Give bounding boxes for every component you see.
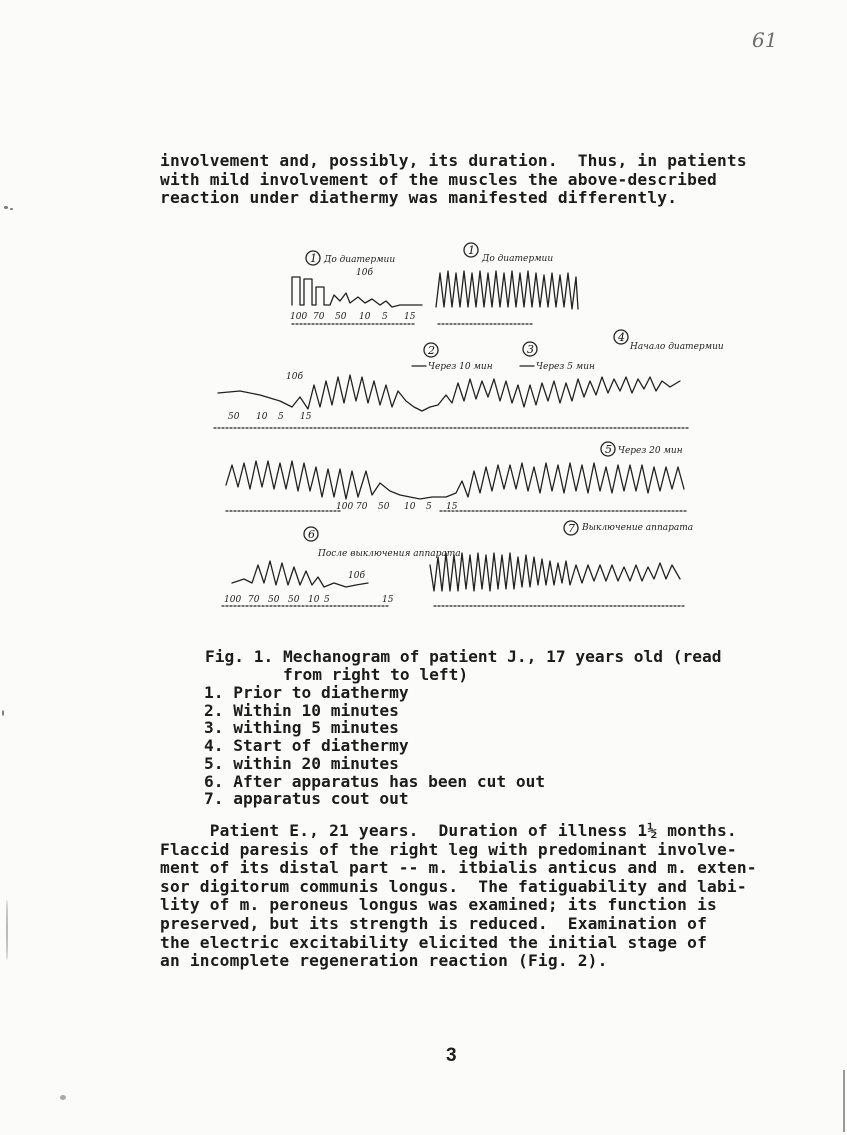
- scan-speck: [4, 206, 8, 209]
- legend-item: 3. withing 5 minutes: [204, 718, 399, 738]
- panel-label-7: Выключение аппарата: [582, 523, 694, 533]
- scale-r4-3: 50: [288, 595, 300, 605]
- freq-label-row2: 10б: [286, 372, 303, 382]
- legend-item: 2. Within 10 minutes: [204, 700, 399, 720]
- body-paragraph: Patient E., 21 years. Duration of illness 1½ months. Flaccid paresis of the right leg with predominant involve- ment of its distal part -- m. itbialis anticus and m. exten- sor digitorum communis longus. The fatiguability and labi- lity of m. peroneus longus was examined; its function is preserved, but its strength is reduced. Examination of the electric excitability elicited the initial stage of an incomplete regeneration reaction (Fig. 2).: [160, 821, 757, 971]
- scale-r4-0: 100: [224, 595, 242, 605]
- panel-label-1b: До диатермии: [482, 254, 554, 264]
- scan-speck: [6, 900, 8, 960]
- scale-r1-3: 10: [359, 312, 371, 322]
- scan-speck: [2, 710, 4, 716]
- scale-r3-5: 15: [446, 502, 458, 512]
- scale-r4-4: 10: [308, 595, 320, 605]
- scale-r1-5: 15: [404, 312, 416, 322]
- panel-num-2: 2: [428, 344, 435, 357]
- freq-label-row1: 10б: [356, 268, 373, 278]
- trace-1b: [436, 271, 578, 309]
- scale-r1-2: 50: [335, 312, 347, 322]
- panel-num-1b: 1: [468, 244, 475, 257]
- page-number: 3: [446, 1045, 457, 1066]
- trace-4b: [430, 553, 680, 591]
- scale-r4-1: 70: [248, 595, 260, 605]
- mechanogram-svg: [200, 235, 724, 620]
- panel-num-7: 7: [568, 522, 575, 535]
- scale-r3-4: 5: [426, 502, 432, 512]
- legend-item: 6. After apparatus has been cut out: [204, 771, 546, 791]
- panel-label-5: Через 20 мин: [618, 446, 683, 456]
- panel-num-5: 5: [605, 443, 612, 456]
- panel-label-6: После выключения аппарата: [318, 549, 461, 559]
- panel-num-6: 6: [308, 528, 315, 541]
- figure-legend: [204, 684, 545, 808]
- trace-3: [226, 461, 684, 499]
- panel-num-1a: 1: [310, 252, 317, 265]
- legend-item: 7. apparatus cout out: [204, 789, 409, 809]
- scale-r1-1: 70: [313, 312, 325, 322]
- scan-edge: [843, 1070, 845, 1132]
- scale-r1-4: 5: [382, 312, 388, 322]
- legend-item: 1. Prior to diathermy: [204, 683, 409, 702]
- scale-r1-0: 100: [290, 312, 308, 322]
- figure-caption: Fig. 1. Mechanogram of patient J., 17 years old (read from right to left): [205, 647, 722, 684]
- trace-1a: [292, 277, 422, 307]
- scale-r3-2: 50: [378, 502, 390, 512]
- scale-r3-3: 10: [404, 502, 416, 512]
- scale-r3-0: 100: [336, 502, 354, 512]
- legend-item: 5. within 20 minutes: [204, 753, 399, 773]
- panel-num-3: 3: [527, 343, 534, 356]
- handwritten-page-mark: 61: [752, 28, 778, 52]
- panel-label-4: Начало диатермии: [630, 342, 724, 352]
- mechanogram-figure: [200, 235, 724, 620]
- panel-label-3: Через 5 мин: [536, 362, 595, 372]
- intro-paragraph: involvement and, possibly, its duration. Thus, in patients with mild involvement of the muscles the above-described reaction under diathermy was manifested differently.: [160, 151, 747, 208]
- scan-speck: [60, 1095, 66, 1100]
- scale-r3-1: 70: [356, 502, 368, 512]
- scale-r4-2: 50: [268, 595, 280, 605]
- panel-label-1a: До диатермии: [324, 255, 396, 265]
- legend-item: 4. Start of diathermy: [204, 736, 409, 756]
- scale-r2-0: 50: [228, 412, 240, 422]
- panel-num-4: 4: [618, 331, 625, 344]
- scale-r2-2: 5: [278, 412, 284, 422]
- freq-label-row4: 10б: [348, 571, 365, 581]
- scale-r2-1: 10: [256, 412, 268, 422]
- scale-r2-3: 15: [300, 412, 312, 422]
- scale-r4-6: 15: [382, 595, 394, 605]
- panel-label-2: Через 10 мин: [428, 362, 493, 372]
- scale-r4-5: 5: [324, 595, 330, 605]
- scan-speck: [10, 208, 13, 210]
